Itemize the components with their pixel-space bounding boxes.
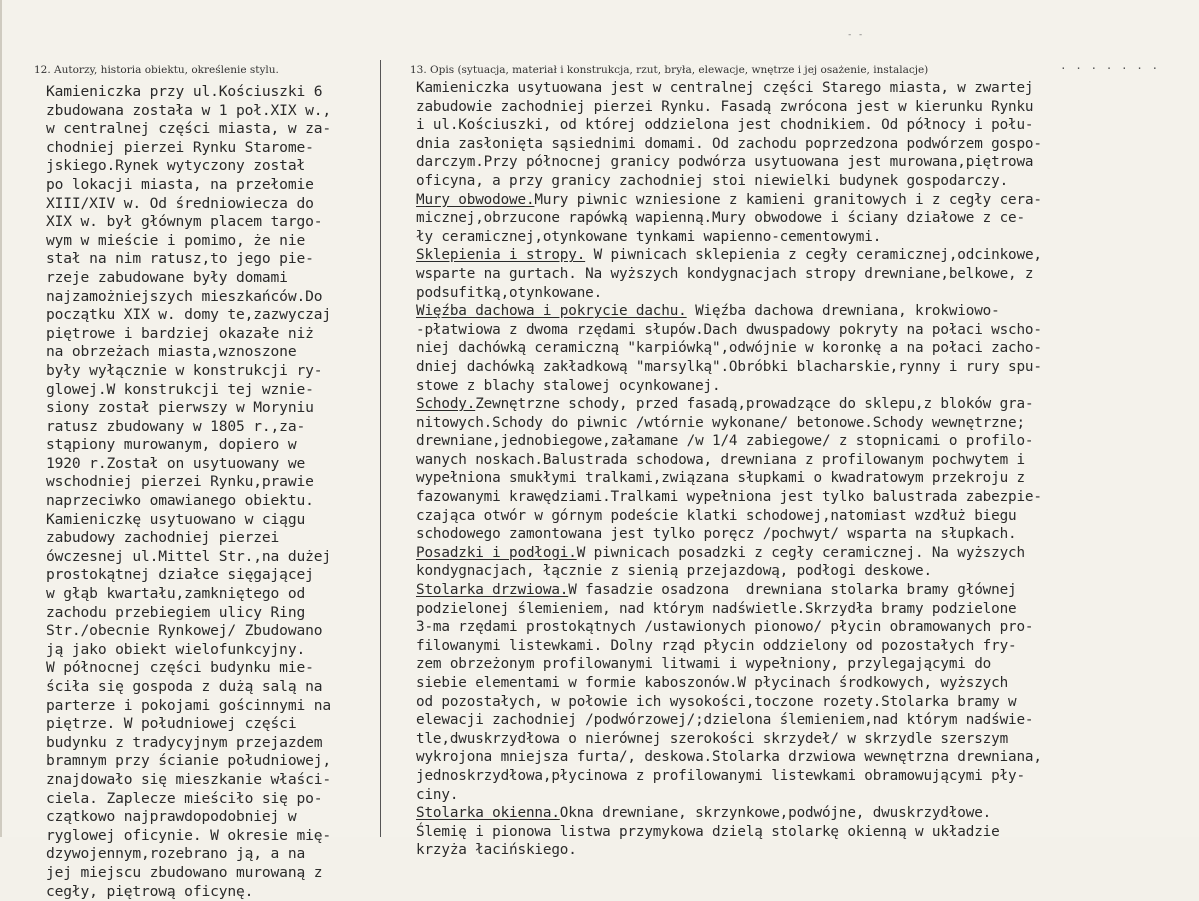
history-text-line: Str./obecnie Rynkowej/ Zbudowano xyxy=(46,622,323,640)
description-text-line: oficyna, a przy granicy zachodniej stoi niewielki budynek gospodarczy. xyxy=(416,172,1009,189)
history-text-line: piętrze. W południowej części xyxy=(46,715,297,733)
history-text-line: ryglowej oficynie. W okresie mię- xyxy=(46,826,331,844)
history-text-line: znajdowało się mieszkanie właści- xyxy=(46,770,331,788)
description-text-line: ciny. xyxy=(416,786,459,803)
history-text-line: 1920 r.Został on usytuowany we xyxy=(46,454,306,472)
description-text-line: niej dachówką ceramiczną "karpiówką",odwójnie w koronkę a na połaci zacho- xyxy=(416,340,1042,357)
section-heading: Schody. xyxy=(416,396,476,413)
description-text-line: podzielonej ślemieniem, nad którym nadświetle.Skrzydła bramy podzielone xyxy=(416,600,1017,617)
description-text-column xyxy=(416,79,1196,860)
description-text-line: jednoskrzydłowa,płycinowa z profilowanymi listewkami obramowującymi pły- xyxy=(416,767,1025,784)
history-text-line: piętrowe i bardziej okazałe niż xyxy=(46,324,314,342)
description-text-line: ły ceramicznej,otynkowane tynkami wapienno-cementowymi. xyxy=(416,228,882,245)
top-mark: - - xyxy=(847,30,864,40)
description-text-line: wykrojona mniejsza furta/, deskowa.Stolarka drzwiowa wewnętrzna drewniana, xyxy=(416,749,1042,766)
history-text-column xyxy=(46,83,376,901)
description-text-line: czająca otwór w górnym podeście klatki schodowej,natomiast wzdłuż biegu xyxy=(416,507,1017,524)
history-text-line: wym w mieście i pomimo, że nie xyxy=(46,231,306,249)
description-text-line: krzyża łacińskiego. xyxy=(416,842,577,859)
section-heading: Posadzki i podłogi. xyxy=(416,544,577,561)
history-text-line: ratusz zbudowany w 1805 r.,za- xyxy=(46,417,306,435)
description-text-line: kondygnacjach, łącznie z sienią przejazdową, podłogi deskowe. xyxy=(416,563,932,580)
history-text-line: XIX w. był głównym placem targo- xyxy=(46,213,323,231)
history-text-line: jej miejscu zbudowano murowaną z xyxy=(46,863,323,881)
header-dots: · · · · · · · xyxy=(1060,62,1160,75)
description-text-line: darczym.Przy północnej granicy podwórza usytuowana jest murowana,piętrowa xyxy=(416,154,1034,171)
history-text-line: były wyłącznie w konstrukcji ry- xyxy=(46,361,323,379)
history-text-line: prostokątnej działce sięgającej xyxy=(46,566,314,584)
description-text-line: wsparte na gurtach. Na wyższych kondygnacjach stropy drewniane,belkowe, z xyxy=(416,265,1034,282)
description-text-line: -płatwiowa z dwoma rzędami słupów.Dach dwuspadowy pokryty na połaci wscho- xyxy=(416,321,1042,338)
description-text-line: micznej,obrzucone rapówką wapienną.Mury obwodowe i ściany działowe z ce- xyxy=(416,210,1025,227)
description-text-line: schodowego zamontowana jest tylko poręcz /pochwyt/ wsparta na słupkach. xyxy=(416,526,1017,543)
history-text-line: ściła się gospoda z dużą salą na xyxy=(46,678,323,695)
description-text-line: nitowych.Schody do piwnic /wtórnie wykonane/ betonowe.Schody wewnętrzne; xyxy=(416,414,1025,431)
history-text-line: zbudowana została w 1 poł.XIX w., xyxy=(46,101,331,119)
history-text-line: ówczesnej ul.Mittel Str.,na dużej xyxy=(46,547,331,565)
column-divider xyxy=(380,60,381,837)
section-heading: Stolarka okienna. xyxy=(416,805,560,822)
history-text-line: Kamieniczkę usytuowano w ciągu xyxy=(46,510,306,528)
history-text-line: czątkowo najprawdopodobniej w xyxy=(46,808,297,826)
history-text-line: na obrzeżach miasta,wznoszone xyxy=(46,343,297,361)
description-text-line: dnia zasłonięta sąsiednimi domami. Od zachodu poprzedzona podwórzem gospo- xyxy=(416,135,1042,152)
history-text-line: Kamieniczka przy ul.Kościuszki 6 xyxy=(46,83,323,100)
description-text-line: i ul.Kościuszki, od której oddzielona jest chodnikiem. Od północy i połu- xyxy=(416,117,1034,134)
description-text-line: Sklepienia i stropy. W piwnicach sklepienia z cegły ceramicznej,odcinkowe, xyxy=(416,247,1042,264)
description-text-line: Kamieniczka usytuowana jest w centralnej części Starego miasta, w zwartej xyxy=(416,80,1034,96)
history-text-line: ciela. Zaplecze mieściło się po- xyxy=(46,789,323,807)
history-text-line: budynku z tradycyjnym przejazdem xyxy=(46,733,323,751)
section-heading: Sklepienia i stropy. xyxy=(416,247,586,264)
history-text-line: glowej.W konstrukcji tej wznie- xyxy=(46,380,314,398)
section-heading: Stolarka drzwiowa. xyxy=(416,582,569,599)
history-text-line: w centralnej części miasta, w za- xyxy=(46,120,331,138)
description-text-line: podsufitką,otynkowane. xyxy=(416,284,603,301)
history-text-line: po lokacji miasta, na przełomie xyxy=(46,175,314,193)
history-text-line: bramnym przy ścianie południowej, xyxy=(46,752,331,770)
description-text-line: wypełniona smukłymi tralkami,związana słupkami o kwadratowym przekroju z xyxy=(416,470,1025,487)
description-text-line: 3-ma rzędami prostokątnych /ustawionych pionowo/ płycin obramowanych pro- xyxy=(416,619,1034,636)
description-text-line: zabudowie zachodniej pierzei Rynku. Fasadą zwrócona jest w kierunku Rynku xyxy=(416,98,1034,115)
history-text-line: naprzeciwko omawianego obiektu. xyxy=(46,492,314,510)
description-text-line: od pozostałych, w połowie ich wysokości,toczone rozety.Stolarka bramy w xyxy=(416,693,1017,710)
section-heading: Więźba dachowa i pokrycie dachu. xyxy=(416,303,687,320)
history-text-line: w głąb kwartału,zamkniętego od xyxy=(46,585,306,603)
history-text-line: dzywojennym,rozebrano ją, a na xyxy=(46,845,306,863)
history-text-line: zabudowy zachodniej pierzei xyxy=(46,529,280,547)
history-text-line: chodniej pierzei Rynku Starome- xyxy=(46,138,314,156)
description-text-line: Stolarka okienna.Okna drewniane, skrzynkowe,podwójne, dwuskrzydłowe. xyxy=(416,805,992,822)
description-text-line: siebie elementami w formie kaboszonów.W płycinach środkowych, wyższych xyxy=(416,675,1009,691)
history-text-line: rzeje zabudowane były domami xyxy=(46,268,288,286)
description-text-line: elewacji zachodniej /podwórzowej/;dzielona ślemieniem,nad którym nadświe- xyxy=(416,712,1034,729)
description-text-line: tle,dwuskrzydłowa o nierównej szerokości skrzydeł/ w skrzydle szerszym xyxy=(416,730,1009,747)
history-text-line: cegły, piętrową oficynę. xyxy=(46,882,254,900)
history-text-line: ją jako obiekt wielofunkcyjny. xyxy=(46,640,306,658)
history-text-line: jskiego.Rynek wytyczony został xyxy=(46,157,306,175)
left-column-header: 12. Autorzy, historia obiektu, określenie stylu. xyxy=(34,64,279,76)
description-text-line: Schody.Zewnętrzne schody, przed fasadą,prowadzące do sklepu,z bloków gra- xyxy=(416,396,1034,413)
description-text-line: Mury obwodowe.Mury piwnic wzniesione z kamieni granitowych i z cegły cera- xyxy=(416,191,1042,208)
section-heading: Mury obwodowe. xyxy=(416,191,535,208)
history-text-line: W północnej części budynku mie- xyxy=(46,659,314,677)
right-column-header: 13. Opis (sytuacja, materiał i konstrukcja, rzut, bryła, elewacje, wnętrze i jej osażenie, instalacje) xyxy=(410,64,929,76)
description-text-line: zem obrzeżonym profilowanymi litwami i wypełniony, przylegającymi do xyxy=(416,656,992,673)
history-text-line: stał na nim ratusz,to jego pie- xyxy=(46,250,314,268)
description-text-line: filowanymi listewkami. Dolny rząd płycin oddzielony od pozostałych fry- xyxy=(416,637,1017,654)
description-text-line: dniej dachówką zakładkową "marsylką".Obróbki blacharskie,rynny i rury spu- xyxy=(416,358,1042,375)
history-text-line: wschodniej pierzei Rynku,prawie xyxy=(46,473,314,491)
description-text-line: stowe z blachy stalowej ocynkowanej. xyxy=(416,377,721,394)
description-text-line: wanych noskach.Balustrada schodowa, drewniana z profilowanym pochwytem i xyxy=(416,451,1025,468)
description-text-line: Ślemię i pionowa listwa przymykowa dzielą stolarkę okienną w układzie xyxy=(416,823,1000,840)
description-text-line: Więźba dachowa i pokrycie dachu. Więźba dachowa drewniana, krokwiowo- xyxy=(416,303,1000,320)
history-text-line: parterze i pokojami gościnnymi na xyxy=(46,696,331,714)
description-text-line: Posadzki i podłogi.W piwnicach posadzki z cegły ceramicznej. Na wyższych xyxy=(416,544,1025,561)
description-text-line: Stolarka drzwiowa.W fasadzie osadzona drewniana stolarka bramy głównej xyxy=(416,582,1017,599)
description-text-line: drewniane,jednobiegowe,załamane /w 1/4 zabiegowe/ z stopnicami o profilo- xyxy=(416,433,1034,450)
history-text-line: zachodu przebiegiem ulicy Ring xyxy=(46,603,306,621)
history-text-line: XIII/XIV w. Od średniowiecza do xyxy=(46,194,314,212)
history-text-line: początku XIX w. domy te,zazwyczaj xyxy=(46,306,331,324)
history-text-line: najzamożniejszych mieszkańców.Do xyxy=(46,287,323,305)
history-text-line: siony został pierwszy w Moryniu xyxy=(46,399,314,417)
description-text-line: fazowanymi krawędziami.Tralkami wypełniona jest tylko balustrada zabezpie- xyxy=(416,489,1042,506)
history-text-line: stąpiony murowanym, dopiero w xyxy=(46,436,297,454)
